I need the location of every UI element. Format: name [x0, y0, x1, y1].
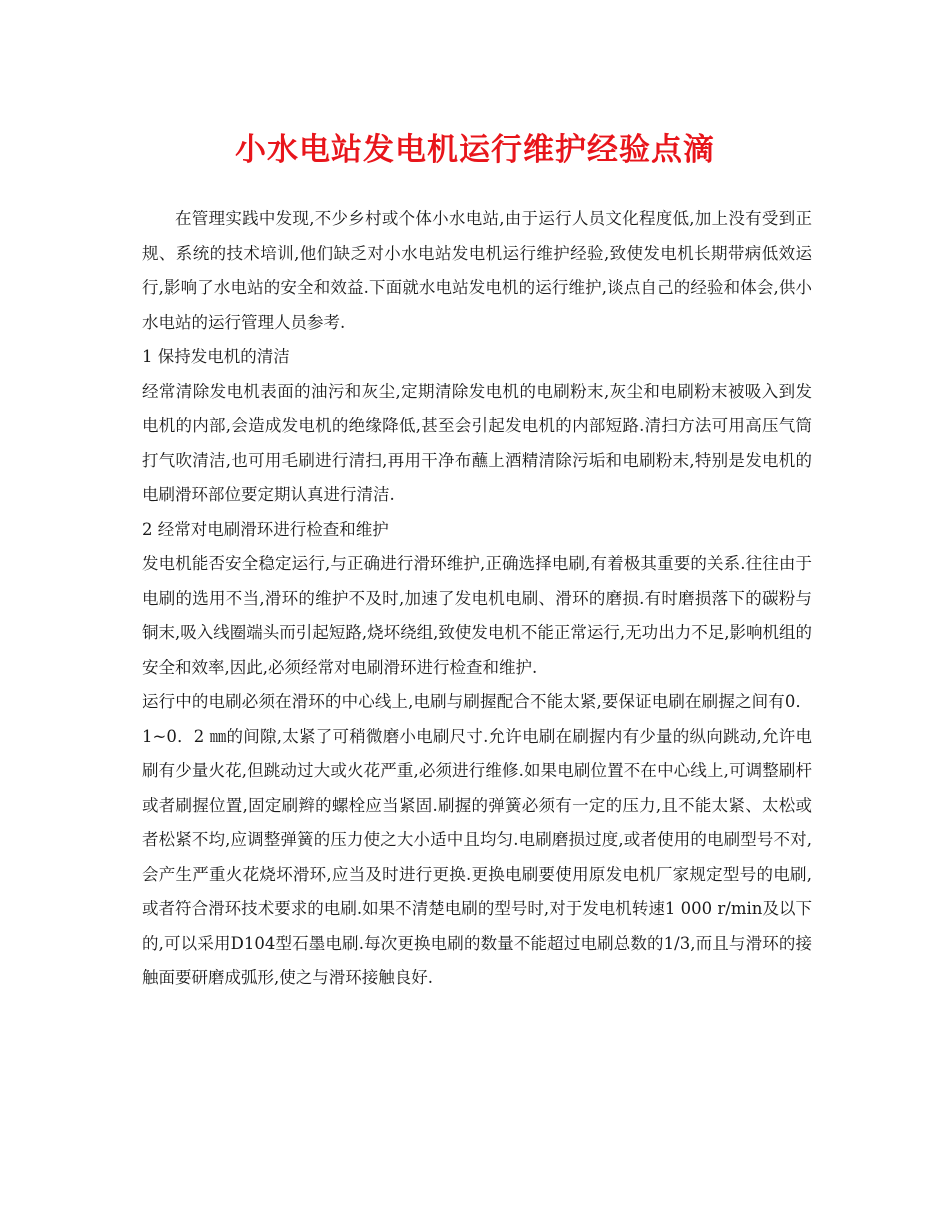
section-2-paragraph-2: 运行中的电刷必须在滑环的中心线上,电刷与刷握配合不能太紧,要保证电刷在刷握之间有0．1~0．2 ㎜的间隙,太紧了可稍微磨小电刷尺寸.允许电刷在刷握内有少量的纵向跳动,允许电刷有少量火花,但跳动过大或火花严重,必须进行维修.如果电刷位置不在中心线上,可调整刷杆或者刷握位置,固定刷辫的螺栓应当紧固.刷握的弹簧必须有一定的压力,且不能太紧、太松或者松紧不均,应调整弹簧的压力使之大小适中且均匀.电刷磨损过度,或者使用的电刷型号不对,会产生严重火花烧坏滑环,应当及时进行更换.更换电刷要使用原发电机厂家规定型号的电刷,或者符合滑环技术要求的电刷.如果不清楚电刷的型号时,对于发电机转速1 000 r/min及以下的,可以采用D104型石墨电刷.每次更换电刷的数量不能超过电刷总数的1/3,而且与滑环的接触面要研磨成弧形,使之与滑环接触良好.: [142, 692, 812, 987]
section-2-paragraph-1: 发电机能否安全稳定运行,与正确进行滑环维护,正确选择电刷,有着极其重要的关系.往往由于电刷的选用不当,滑环的维护不及时,加速了发电机电刷、滑环的磨损.有时磨损落下的碳粉与铜末,吸入线圈端头而引起短路,烧坏绕组,致使发电机不能正常运行,无功出力不足,影响机组的安全和效率,因此,必须经常对电刷滑环进行检查和维护.: [142, 554, 812, 677]
section-heading-2: 2 经常对电刷滑环进行检查和维护: [142, 519, 389, 539]
intro-paragraph: 在管理实践中发现,不少乡村或个体小水电站,由于运行人员文化程度低,加上没有受到正规、系统的技术培训,他们缺乏对小水电站发电机运行维护经验,致使发电机长期带病低效运行,影响了水电站的安全和效益.下面就水电站发电机的运行维护,谈点自己的经验和体会,供小水电站的运行管理人员参考.: [142, 209, 812, 332]
section-1-paragraph-1: 经常清除发电机表面的油污和灰尘,定期清除发电机的电刷粉末,灰尘和电刷粉末被吸入到发电机的内部,会造成发电机的绝缘降低,甚至会引起发电机的内部短路.清扫方法可用高压气筒打气吹清洁,也可用毛刷进行清扫,再用干净布蘸上酒精清除污垢和电刷粉末,特别是发电机的电刷滑环部位要定期认真进行清洁.: [142, 381, 812, 504]
section-heading-1: 1 保持发电机的清洁: [142, 347, 290, 366]
document-title: 小水电站发电机运行维护经验点滴: [235, 132, 715, 168]
document-body: [142, 202, 812, 996]
